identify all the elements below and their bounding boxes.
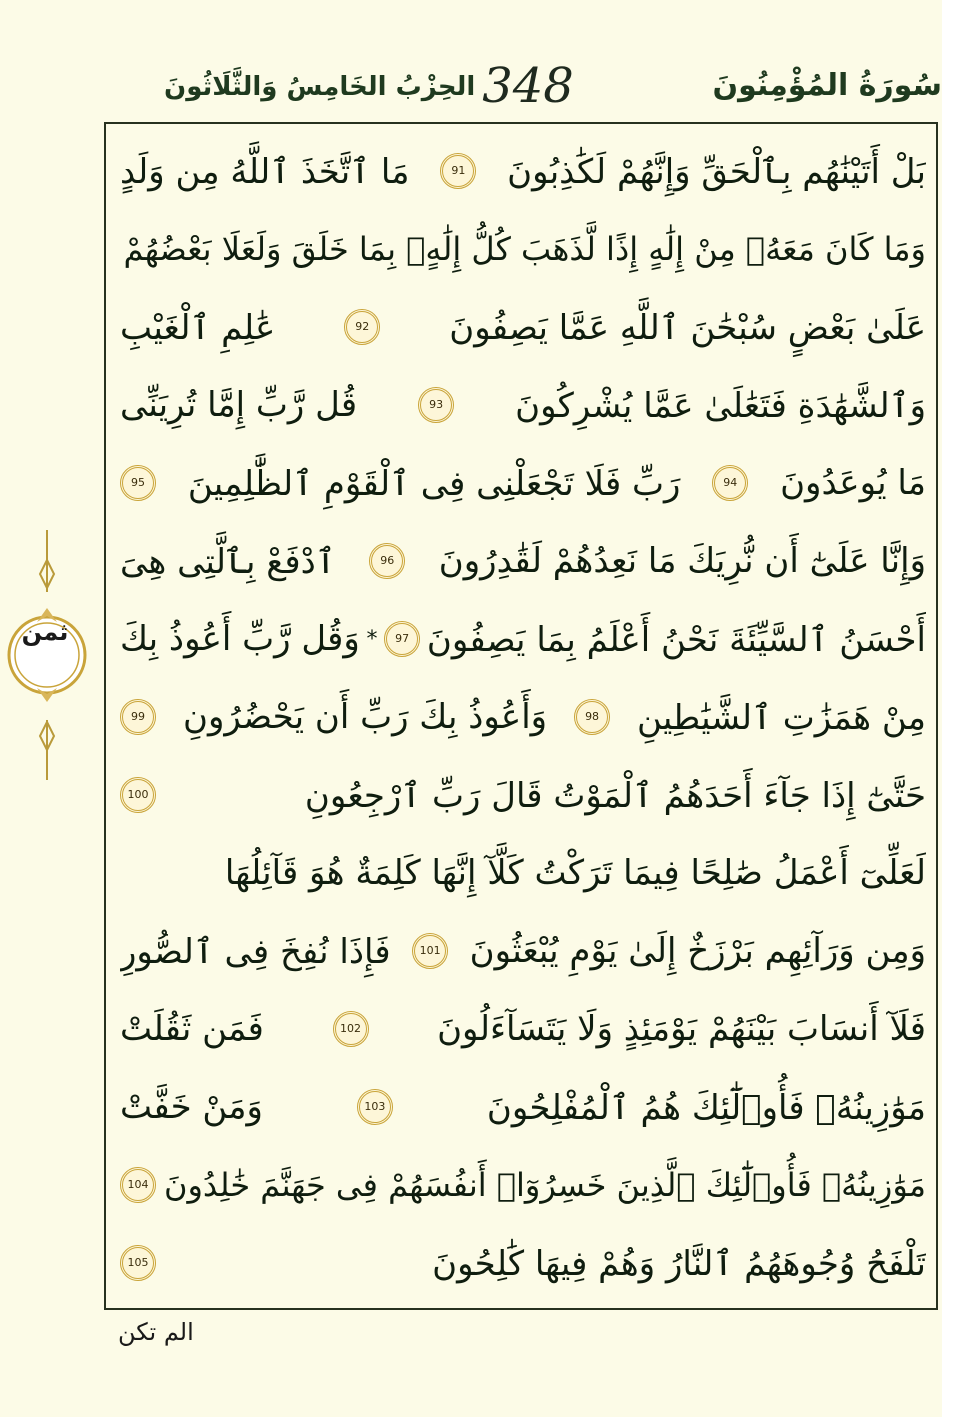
verse-text: وَمَا كَانَ مَعَهُۥ مِنْ إِلَٰهٍ إِذًا لَّذَهَبَ كُلُّ إِلَٰهٍۭ بِمَا خَلَقَ وَلَعَلَا بَعْضُهُمْ: [123, 230, 926, 268]
verse-text: وَأَعُوذُ بِكَ رَبِّ أَن يَحْضُرُونِ: [183, 697, 548, 737]
verse-text: فَإِذَا نُفِخَ فِى ٱلصُّورِ: [120, 931, 391, 972]
ayah-number-marker: 98: [574, 699, 610, 735]
verse-text: وَإِنَّا عَلَىٰٓ أَن نُّرِيَكَ مَا نَعِدُهُمْ لَقَٰدِرُونَ: [438, 541, 926, 581]
verse-line: [120, 1068, 926, 1146]
page-edge: [942, 0, 974, 1417]
sajda-star-icon: *: [366, 626, 378, 652]
verse-line: [120, 834, 926, 912]
ayah-number-marker: 100: [120, 777, 156, 813]
ayah-number-marker: 103: [357, 1089, 393, 1125]
ayah-number-marker: 92: [344, 309, 380, 345]
verse-text: وَمَنْ خَفَّتْ: [120, 1087, 263, 1127]
verse-text: قُل رَّبِّ إِمَّا تُرِيَنِّى: [120, 385, 358, 425]
verse-text: فَلَآ أَنسَابَ بَيْنَهُمْ يَوْمَئِذٍ وَلَا يَتَسَآءَلُونَ: [437, 1009, 926, 1049]
ayah-number-marker: 95: [120, 465, 156, 501]
ayah-number-marker: 97: [384, 621, 420, 657]
verse-text: مَا يُوعَدُونَ: [780, 463, 926, 503]
page-header: [104, 58, 942, 122]
verse-line: [120, 600, 926, 678]
verse-text: فَمَن ثَقُلَتْ: [120, 1009, 264, 1049]
page-number: 348: [482, 58, 574, 114]
verse-text: أَحْسَنُ ٱلسَّيِّئَةَ نَحْنُ أَعْلَمُ بِمَا يَصِفُونَ: [426, 619, 926, 660]
thumn-label: ثمن: [21, 618, 69, 646]
verse-text: لَعَلِّىٓ أَعْمَلُ صَٰلِحًا فِيمَا تَرَكْتُ كَلَّآ إِنَّهَا كَلِمَةٌ هُوَ قَآئِلُهَا: [224, 853, 926, 893]
verse-text: مَا ٱتَّخَذَ ٱللَّهُ مِن وَلَدٍ: [120, 151, 410, 192]
ayah-number-marker: 101: [412, 933, 448, 969]
verse-text: عَلَىٰ بَعْضٍ سُبْحَٰنَ ٱللَّهِ عَمَّا يَصِفُونَ: [449, 307, 926, 348]
surah-title: سُورَةُ المُؤْمِنُونَ: [712, 68, 942, 103]
verse-text: وَٱلشَّهَٰدَةِ فَتَعَٰلَىٰ عَمَّا يُشْرِكُونَ: [515, 385, 926, 426]
catchword: الم تكن: [118, 1318, 194, 1346]
verse-text: مَوَٰزِينُهُۥ فَأُو۟لَٰٓئِكَ هُمُ ٱلْمُفْلِحُونَ: [486, 1087, 926, 1128]
verse-text: حَتَّىٰٓ إِذَا جَآءَ أَحَدَهُمُ ٱلْمَوْتُ قَالَ رَبِّ ٱرْجِعُونِ: [304, 775, 926, 816]
verse-line: [120, 990, 926, 1068]
ayah-number-marker: 93: [418, 387, 454, 423]
verse-text: وَمِن وَرَآئِهِم بَرْزَخٌ إِلَىٰ يَوْمِ يُبْعَثُونَ: [469, 931, 926, 971]
verse-lines: [120, 132, 926, 1302]
verse-line: [120, 756, 926, 834]
verse-line: [120, 132, 926, 210]
thumn-ornament-icon: [4, 530, 90, 780]
ayah-number-marker: 104: [120, 1167, 156, 1203]
verse-text: رَبِّ فَلَا تَجْعَلْنِى فِى ٱلْقَوْمِ ٱلظَّٰلِمِينَ: [187, 463, 681, 504]
ayah-number-marker: 94: [712, 465, 748, 501]
ayah-number-marker: 102: [333, 1011, 369, 1047]
verse-line: [120, 288, 926, 366]
verse-line: [120, 210, 926, 288]
ayah-number-marker: 91: [440, 153, 476, 189]
ayah-number-marker: 99: [120, 699, 156, 735]
verse-text: بَلْ أَتَيْنَٰهُم بِٱلْحَقِّ وَإِنَّهُمْ لَكَٰذِبُونَ: [507, 151, 926, 192]
verse-line: [120, 1224, 926, 1302]
verse-text: وَقُل رَّبِّ أَعُوذُ بِكَ: [120, 619, 360, 659]
verse-line: [120, 678, 926, 756]
verse-text: ٱدْفَعْ بِٱلَّتِى هِىَ: [120, 541, 336, 582]
verse-line: [120, 1146, 926, 1224]
hizb-title: الحِزْبُ الخَامِسُ وَالثَّلَاثُونَ: [164, 72, 476, 102]
verse-line: [120, 522, 926, 600]
verse-text: تَلْفَحُ وُجُوهَهُمُ ٱلنَّارُ وَهُمْ فِيهَا كَٰلِحُونَ: [432, 1243, 926, 1284]
verse-line: [120, 366, 926, 444]
verse-text: مَوَٰزِينُهُۥ فَأُو۟لَٰٓئِكَ ٱلَّذِينَ خَسِرُوٓا۟ أَنفُسَهُمْ فِى جَهَنَّمَ خَٰلِدُونَ: [163, 1166, 926, 1204]
verse-line: [120, 444, 926, 522]
verse-text: مِنْ هَمَزَٰتِ ٱلشَّيَٰطِينِ: [637, 697, 926, 738]
verse-line: [120, 912, 926, 990]
ayah-number-marker: 105: [120, 1245, 156, 1281]
ayah-number-marker: 96: [369, 543, 405, 579]
verse-text: عَٰلِمِ ٱلْغَيْبِ: [120, 307, 276, 348]
